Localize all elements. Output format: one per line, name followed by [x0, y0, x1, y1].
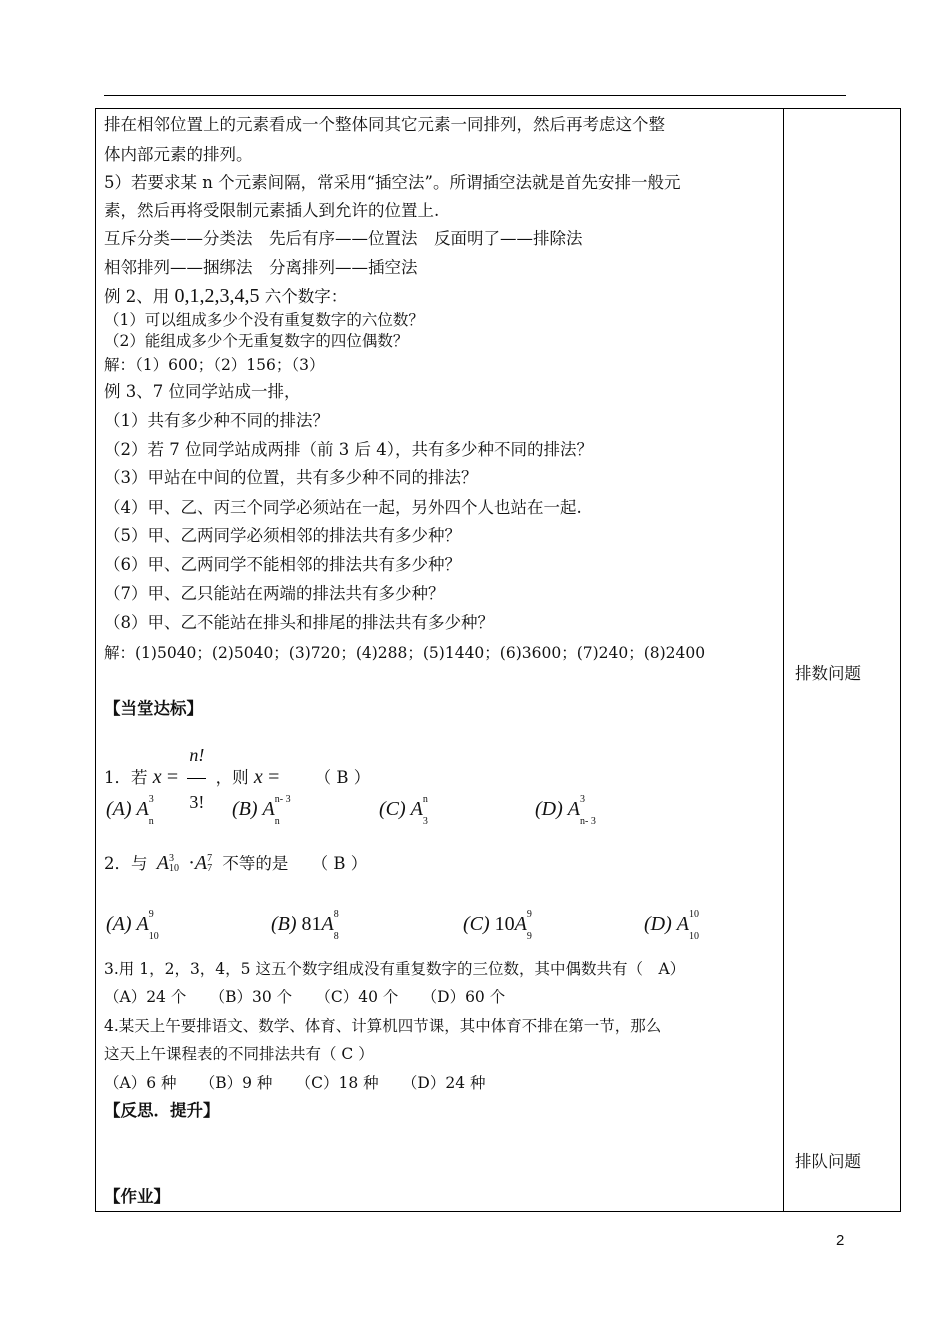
permutation-sub: 3 — [422, 816, 428, 827]
permutation-symbol — [136, 794, 154, 827]
example-3-answer: 解：(1)5040；(2)5040；(3)720；(4)288；(5)1440；(6)3600；(7)240；(8)2400 — [104, 644, 706, 662]
permutation-symbol: A 9 10 — [136, 909, 159, 942]
q1-numerator: n! — [187, 732, 206, 779]
option-coefficient: 81 — [301, 913, 322, 935]
practice-question-3: 3.用 1，2，3，4，5 这五个数字组成没有重复数字的三位数，其中偶数共有（ A） — [104, 960, 686, 978]
text-line: 体内部元素的排列。 — [104, 145, 253, 164]
practice-question-2 — [104, 846, 367, 881]
permutation-sub: 10 — [168, 863, 179, 874]
permutation-sub: 9 — [526, 931, 532, 942]
example-2-title — [104, 285, 347, 308]
option-label: (B) — [271, 913, 297, 935]
permutation-sup: 9 — [148, 909, 154, 920]
multiply-dot: · — [188, 852, 195, 874]
example-2-question: （1）可以组成多少个没有重复数字的六位数？ — [104, 311, 424, 329]
example-3-question: （3）甲站在中间的位置，共有多少种不同的排法？ — [104, 468, 478, 487]
example-2-question: （2）能组成多少个无重复数字的四位偶数？ — [104, 332, 409, 350]
practice-question-3-options: （A）24 个 （B）30 个 （C）40 个 （D）60 个 — [104, 988, 506, 1006]
side-label-queue-problems: 排队问题 — [795, 1152, 861, 1171]
text-line: 排在相邻位置上的元素看成一个整体同其它元素一同排列，然后再考虑这个整 — [104, 115, 665, 134]
permutation-symbol — [262, 794, 291, 827]
example-3-question: （4）甲、乙、丙三个同学必须站在一起，另外四个人也站在一起. — [104, 498, 582, 517]
permutation-sup: 3 — [579, 794, 585, 805]
permutation-sub: n- 3 — [579, 816, 596, 827]
q2-prefix: 2．与 — [104, 854, 148, 873]
practice-question-4-options: （A）6 种 （B）9 种 （C）18 种 （D）24 种 — [104, 1074, 486, 1092]
text-line: 5）若要求某 n 个元素间隔，常采用“插空法”。所谓插空法就是首先安排一般元 — [104, 173, 681, 192]
permutation-base: A — [262, 798, 275, 820]
permutation-sup: 3 — [168, 853, 174, 864]
option-label: (A) — [106, 798, 132, 820]
example-3-question: （6）甲、乙两同学不能相邻的排法共有多少种？ — [104, 555, 461, 574]
text-line: 互斥分类——分类法 先后有序——位置法 反面明了——排除法 — [104, 229, 583, 248]
option-label: (D) — [644, 913, 672, 935]
permutation-symbol: A 7 7 — [195, 846, 207, 880]
q1-option-b — [232, 794, 291, 827]
column-divider — [783, 108, 784, 1212]
example-3-question: （1）共有多少种不同的排法？ — [104, 411, 329, 430]
q2-suffix: 不等的是 — [222, 854, 289, 873]
permutation-sub: 10 — [148, 931, 159, 942]
permutation-sup: 9 — [526, 909, 532, 920]
example-3-title: 例 3、7 位同学站成一排， — [104, 382, 301, 401]
example-3-question: （7）甲、乙只能站在两端的排法共有多少种？ — [104, 584, 445, 603]
example-2-suffix: 六个数字： — [264, 287, 348, 306]
q1-prefix: 1．若 — [104, 768, 148, 787]
permutation-sub: n — [148, 816, 154, 827]
q1-denominator: 3! — [189, 792, 205, 812]
permutation-symbol: A 9 9 — [514, 909, 532, 942]
q1-variable-2: x — [253, 766, 263, 788]
q1-equals: = — [166, 766, 179, 788]
permutation-symbol — [410, 794, 428, 827]
q1-answer: （ B ） — [314, 768, 371, 787]
section-practice-heading: 【当堂达标】 — [104, 699, 203, 718]
permutation-sub: 10 — [688, 931, 699, 942]
q1-mid: ，则 — [215, 768, 249, 787]
option-coefficient: 10 — [494, 913, 515, 935]
permutation-sub: 7 — [207, 863, 213, 874]
practice-question-4: 4.某天上午要排语文、数学、体育、计算机四节课，其中体育不排在第一节，那么 — [104, 1017, 662, 1035]
example-3-question: （8）甲、乙不能站在排头和排尾的排法共有多少种？ — [104, 613, 494, 632]
q2-option-c — [463, 909, 532, 942]
permutation-sup: 3 — [148, 794, 154, 805]
header-rule — [104, 95, 846, 96]
q1-option-c — [379, 794, 428, 827]
q2-option-a — [106, 909, 159, 942]
q1-equals-2: = — [268, 766, 280, 788]
side-label-number-problems: 排数问题 — [795, 664, 861, 683]
section-reflect-heading: 【反思．提升】 — [104, 1101, 220, 1120]
example-2-digits: 0,1,2,3,4,5 — [174, 285, 260, 307]
option-label: (A) — [106, 913, 132, 935]
example-3-question: （5）甲、乙两同学必须相邻的排法共有多少种？ — [104, 526, 461, 545]
q2-option-b — [271, 909, 339, 942]
page-number: 2 — [836, 1232, 845, 1249]
practice-question-4: 这天上午课程表的不同排法共有（ C ） — [104, 1045, 374, 1063]
section-homework-heading: 【作业】 — [104, 1187, 170, 1206]
q1-fraction — [187, 732, 206, 825]
option-label: (B) — [232, 798, 258, 820]
q2-answer: （ B ） — [311, 854, 368, 873]
q2-option-d — [644, 909, 699, 942]
option-label: (C) — [379, 798, 406, 820]
example-2-prefix: 例 2、用 — [104, 287, 170, 306]
permutation-symbol: A 3 10 — [157, 846, 169, 880]
permutation-sub: n — [274, 816, 280, 827]
permutation-base: A — [136, 798, 149, 820]
permutation-symbol: A 8 8 — [321, 909, 339, 942]
example-2-answer: 解：（1）600；（2）156；（3） — [104, 356, 325, 374]
example-3-question: （2）若 7 位同学站成两排（前 3 后 4），共有多少种不同的排法？ — [104, 440, 593, 459]
permutation-base: A — [567, 798, 580, 820]
permutation-sup: 7 — [207, 853, 213, 864]
option-label: (D) — [535, 798, 563, 820]
q1-variable: x — [152, 766, 162, 788]
permutation-sup: n — [422, 794, 428, 805]
option-label: (C) — [463, 913, 490, 935]
permutation-base: A — [410, 798, 423, 820]
permutation-sup: 10 — [688, 909, 699, 920]
text-line: 素，然后再将受限制元素插人到允许的位置上. — [104, 201, 440, 220]
q1-option-a — [106, 794, 154, 827]
permutation-sub: 8 — [333, 931, 339, 942]
q1-option-d — [535, 794, 596, 827]
text-line: 相邻排列——捆绑法 分离排列——插空法 — [104, 258, 418, 277]
permutation-symbol: A 10 10 — [676, 909, 699, 942]
permutation-symbol — [567, 794, 596, 827]
permutation-sup: 8 — [333, 909, 339, 920]
permutation-sup: n- 3 — [274, 794, 291, 805]
